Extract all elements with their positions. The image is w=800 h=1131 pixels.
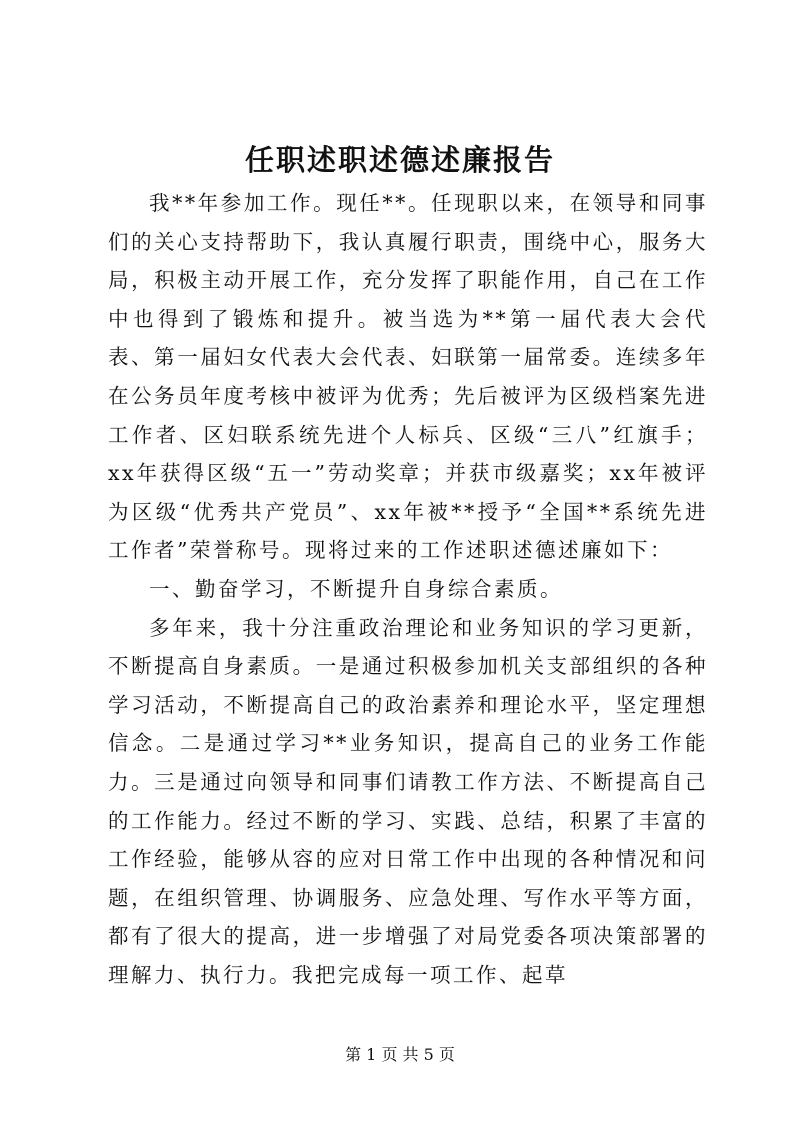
- document-body: [108, 184, 708, 994]
- page-number-footer: 第 1 页 共 5 页: [345, 1045, 455, 1064]
- section-heading-study: 一、勤奋学习，不断提升自身综合素质。: [149, 576, 563, 601]
- paragraph-study: 多年来，我十分注重政治理论和业务知识的学习更新，不断提高自身素质。一是通过积极参加机关支部组织的各种学习活动，不断提高自己的政治素养和理论水平，坚定理想信念。二是通过学习**业务知识，提高自己的业务工作能力。三是通过向领导和同事们请教工作方法、不断提高自己的工作能力。经过不断的学习、实践、总结，积累了丰富的工作经验，能够从容的应对日常工作中出现的各种情况和问题，在组织管理、协调服务、应急处理、写作水平等方面，都有了很大的提高，进一步增强了对局党委各项决策部署的理解力、执行力。我把完成每一项工作、起草: [108, 615, 708, 987]
- document-title: 任职述职述德述廉报告: [244, 143, 555, 177]
- paragraph-intro: 我**年参加工作。现任**。任现职以来，在领导和同事们的关心支持帮助下，我认真履行职责，围绕中心，服务大局，积极主动开展工作，充分发挥了职能作用，自己在工作中也得到了锻炼和提升。被当选为**第一届代表大会代表、第一届妇女代表大会代表、妇联第一届常委。连续多年在公务员年度考核中被评为优秀；先后被评为区级档案先进工作者、区妇联系统先进个人标兵、区级“三八”红旗手；xx年获得区级“五一”劳动奖章；并获市级嘉奖；xx年被评为区级“优秀共产党员”、xx年被**授予“全国**系统先进工作者”荣誉称号。现将过来的工作述职述德述廉如下：: [108, 191, 708, 563]
